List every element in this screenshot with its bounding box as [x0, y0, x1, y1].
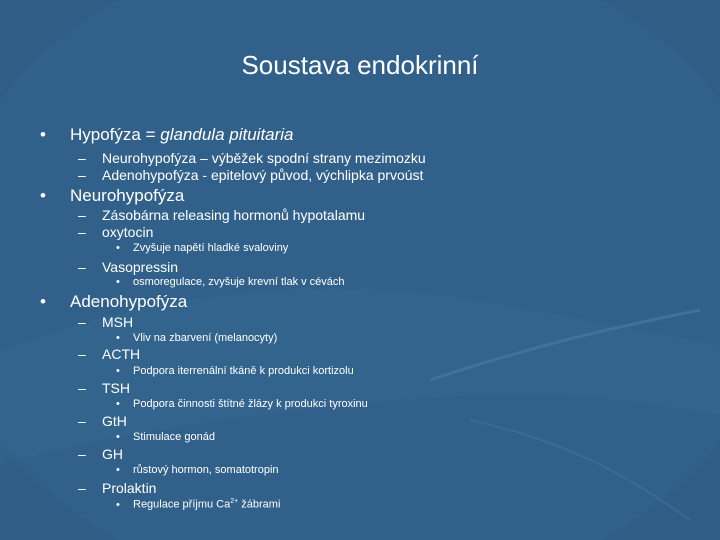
- detail-acth: • Podpora iterrenální tkáně k produkci kortizolu: [116, 365, 354, 377]
- sub-adenohypofyza-desc: – Adenohypofýza - epitelový původ, výchlipka prvoúst: [78, 167, 424, 183]
- detail-vasopressin: • osmoregulace, zvyšuje krevní tlak v cévách: [116, 276, 345, 288]
- detail-gh: • růstový hormon, somatotropin: [116, 464, 279, 476]
- detail-gth: • Stimulace gonád: [116, 431, 215, 443]
- sub-gth: – GtH: [78, 413, 127, 429]
- sub-gh: – GH: [78, 446, 123, 462]
- sub-prolaktin: – Prolaktin: [78, 480, 157, 496]
- sub-zasobarna: – Zásobárna releasing hormonů hypotalamu: [78, 207, 366, 223]
- detail-tsh: • Podpora činnosti štítné žlázy k produkci tyroxinu: [116, 398, 368, 410]
- sub-neurohypofyza-desc: – Neurohypofýza – výběžek spodní strany mezimozku: [78, 150, 426, 166]
- sub-tsh: – TSH: [78, 380, 130, 396]
- sub-msh: – MSH: [78, 314, 134, 330]
- detail-prolaktin: • Regulace příjmu $Ca^{2+}$ žábrami: [116, 498, 281, 511]
- bullet-hypofyza: • Hypofýza = glandula pituitaria: [40, 125, 294, 144]
- sub-vasopressin: – Vasopressin: [78, 259, 179, 275]
- sub-oxytocin: – oxytocin: [78, 224, 154, 240]
- sub-acth: – ACTH: [78, 346, 141, 362]
- detail-oxytocin: • Zvyšuje napětí hladké svaloviny: [116, 242, 289, 254]
- slide-title: Soustava endokrinní: [241, 50, 479, 80]
- bullet-neurohypofyza: • Neurohypofýza: [40, 186, 185, 205]
- detail-msh: • Vliv na zbarvení (melanocyty): [116, 332, 278, 344]
- bullet-adenohypofyza: • Adenohypofýza: [40, 292, 188, 311]
